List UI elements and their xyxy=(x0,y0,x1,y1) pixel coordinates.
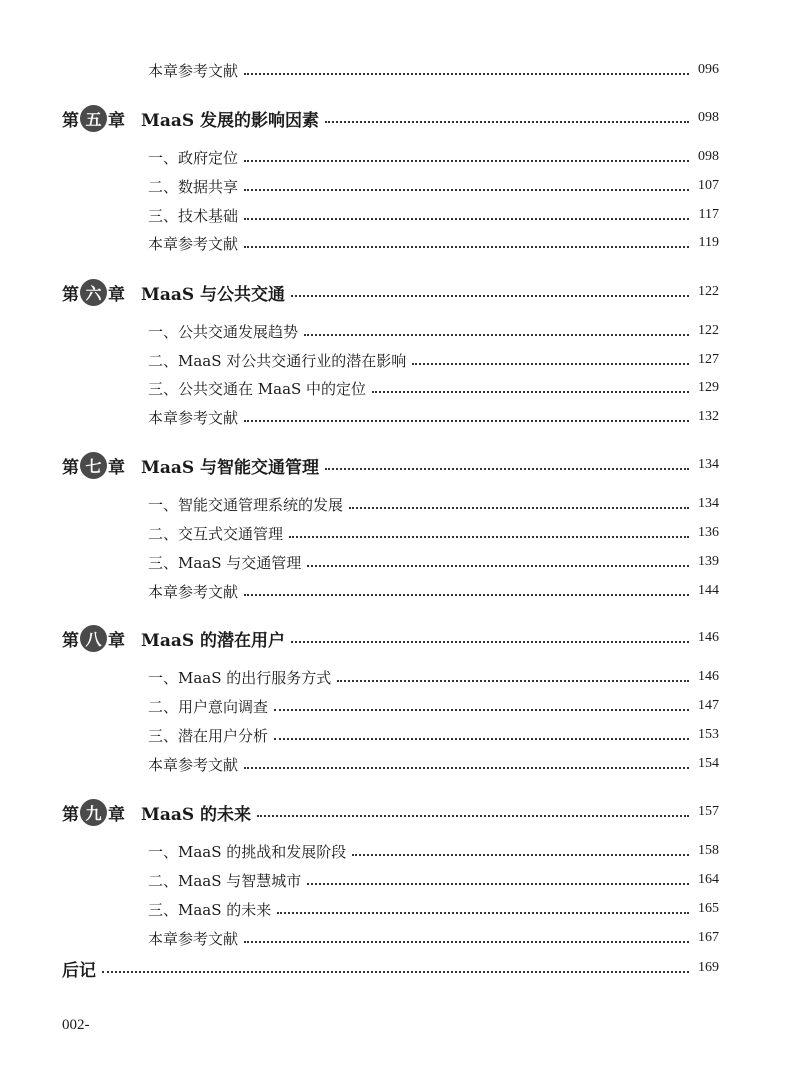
dot-leader xyxy=(325,121,689,123)
chapter-prefix: 第 xyxy=(62,804,79,825)
dot-leader xyxy=(257,815,689,817)
toc-entry-label: 三、技术基础 xyxy=(148,206,239,225)
toc-entry[interactable] xyxy=(148,58,719,82)
chapter-number xyxy=(62,105,125,132)
chapter-suffix: 章 xyxy=(108,804,125,825)
dot-leader xyxy=(244,246,689,248)
chapter-numeral-badge: 五 xyxy=(80,105,107,132)
toc-entry-page: 158 xyxy=(698,843,719,858)
toc-entry[interactable] xyxy=(148,579,719,603)
toc-entry[interactable] xyxy=(148,521,719,545)
chapter-numeral-badge: 六 xyxy=(80,279,107,306)
toc-entry-label: 一、MaaS 的挑战和发展阶段 xyxy=(148,842,347,861)
toc-entry-page: 146 xyxy=(698,669,719,684)
chapter-number xyxy=(62,279,125,306)
dot-leader xyxy=(372,391,689,393)
dot-leader xyxy=(102,971,689,973)
toc-entry-page: 164 xyxy=(698,872,719,887)
toc-entry[interactable] xyxy=(148,492,719,516)
toc-entry-page: 132 xyxy=(698,409,719,424)
toc-entry-label: 本章参考文献 xyxy=(148,61,239,80)
toc-entry-label: 二、数据共享 xyxy=(148,177,239,196)
toc-entry-label: 三、潜在用户分析 xyxy=(148,726,269,745)
toc-entry-page: 144 xyxy=(698,583,719,598)
toc-entry[interactable] xyxy=(148,174,719,198)
chapter-prefix: 第 xyxy=(62,630,79,651)
afterword-entry[interactable] xyxy=(62,956,719,980)
chapter-suffix: 章 xyxy=(108,110,125,131)
toc-entry[interactable] xyxy=(148,694,719,718)
toc-entry-label: 一、政府定位 xyxy=(148,148,239,167)
chapter-title: MaaS 的未来 xyxy=(141,804,252,825)
toc-entry-page: 129 xyxy=(698,380,719,395)
toc-entry[interactable] xyxy=(148,231,719,255)
chapter-heading[interactable] xyxy=(62,277,719,307)
toc-entry[interactable] xyxy=(148,839,719,863)
chapter-suffix: 章 xyxy=(108,630,125,651)
toc-entry-page: 134 xyxy=(698,496,719,511)
dot-leader xyxy=(244,73,689,75)
toc-entry-label: 二、用户意向调查 xyxy=(148,697,269,716)
toc-entry-page: 096 xyxy=(698,62,719,77)
chapter-page: 122 xyxy=(698,284,719,299)
toc-entry-page: 165 xyxy=(698,901,719,916)
dot-leader xyxy=(307,565,689,567)
toc-entry-page: 153 xyxy=(698,727,719,742)
toc-entry-page: 167 xyxy=(698,930,719,945)
chapter-suffix: 章 xyxy=(108,457,125,478)
toc-entry-label: 三、MaaS 的未来 xyxy=(148,900,272,919)
toc-entry-label: 一、MaaS 的出行服务方式 xyxy=(148,668,332,687)
chapter-title: MaaS 与智能交通管理 xyxy=(141,457,320,478)
dot-leader xyxy=(352,854,689,856)
dot-leader xyxy=(244,594,689,596)
toc-entry[interactable] xyxy=(148,405,719,429)
toc-entry-page: 127 xyxy=(698,352,719,367)
toc-entry-label: 二、MaaS 与智慧城市 xyxy=(148,871,302,890)
toc-entry[interactable] xyxy=(148,203,719,227)
toc-entry[interactable] xyxy=(148,145,719,169)
toc-entry[interactable] xyxy=(148,926,719,950)
toc-entry-label: 本章参考文献 xyxy=(148,929,239,948)
chapter-page: 157 xyxy=(698,804,719,819)
toc-entry[interactable] xyxy=(148,665,719,689)
dot-leader xyxy=(244,767,689,769)
dot-leader xyxy=(304,334,689,336)
toc-entry-page: 147 xyxy=(698,698,719,713)
chapter-page: 134 xyxy=(698,457,719,472)
dot-leader xyxy=(244,941,689,943)
chapter-numeral-badge: 八 xyxy=(80,625,107,652)
dot-leader xyxy=(291,295,689,297)
toc-entry-page: 139 xyxy=(698,554,719,569)
toc-entry-label: 三、MaaS 与交通管理 xyxy=(148,553,302,572)
chapter-number xyxy=(62,625,125,652)
toc-entry-page: 117 xyxy=(698,207,719,222)
toc-entry-page: 119 xyxy=(698,235,719,250)
dot-leader xyxy=(291,641,689,643)
dot-leader xyxy=(325,468,689,470)
toc-entry-label: 二、交互式交通管理 xyxy=(148,524,284,543)
toc-entry-page: 136 xyxy=(698,525,719,540)
toc-entry-page: 154 xyxy=(698,756,719,771)
afterword-page: 169 xyxy=(698,960,719,975)
toc-entry[interactable] xyxy=(148,319,719,343)
toc-entry-label: 本章参考文献 xyxy=(148,234,239,253)
chapter-number xyxy=(62,452,125,479)
dot-leader xyxy=(349,507,689,509)
toc-entry[interactable] xyxy=(148,348,719,372)
chapter-numeral-badge: 七 xyxy=(80,452,107,479)
toc-entry-page: 098 xyxy=(698,149,719,164)
chapter-prefix: 第 xyxy=(62,110,79,131)
chapter-prefix: 第 xyxy=(62,457,79,478)
dot-leader xyxy=(289,536,689,538)
dot-leader xyxy=(244,420,689,422)
toc-entry-label: 本章参考文献 xyxy=(148,408,239,427)
dot-leader xyxy=(244,218,689,220)
chapter-title: MaaS 发展的影响因素 xyxy=(141,110,320,131)
toc-entry-page: 122 xyxy=(698,323,719,338)
chapter-title: MaaS 的潜在用户 xyxy=(141,630,286,651)
dot-leader xyxy=(307,883,689,885)
dot-leader xyxy=(244,189,689,191)
toc-entry[interactable] xyxy=(148,723,719,747)
toc-entry-label: 一、公共交通发展趋势 xyxy=(148,322,299,341)
toc-entry-label: 一、智能交通管理系统的发展 xyxy=(148,495,344,514)
afterword-label: 后记 xyxy=(62,960,96,981)
dot-leader xyxy=(244,160,689,162)
toc-entry[interactable] xyxy=(148,897,719,921)
chapter-number xyxy=(62,799,125,826)
dot-leader xyxy=(274,738,689,740)
toc-entry[interactable] xyxy=(148,550,719,574)
footer-page-number: 002- xyxy=(62,1017,90,1033)
toc-entry-label: 二、MaaS 对公共交通行业的潜在影响 xyxy=(148,351,407,370)
chapter-suffix: 章 xyxy=(108,284,125,305)
chapter-heading[interactable] xyxy=(62,797,719,827)
toc-entry[interactable] xyxy=(148,868,719,892)
chapter-numeral-badge: 九 xyxy=(80,799,107,826)
chapter-heading[interactable] xyxy=(62,623,719,653)
chapter-heading[interactable] xyxy=(62,450,719,480)
dot-leader xyxy=(337,680,689,682)
toc-entry-label: 本章参考文献 xyxy=(148,755,239,774)
chapter-page: 146 xyxy=(698,630,719,645)
toc-entry[interactable] xyxy=(148,752,719,776)
toc-entry-page: 107 xyxy=(698,178,719,193)
chapter-title: MaaS 与公共交通 xyxy=(141,284,286,305)
toc-entry-label: 本章参考文献 xyxy=(148,582,239,601)
chapter-heading[interactable] xyxy=(62,103,719,133)
dot-leader xyxy=(274,709,689,711)
toc-entry-label: 三、公共交通在 MaaS 中的定位 xyxy=(148,379,367,398)
dot-leader xyxy=(412,363,689,365)
chapter-prefix: 第 xyxy=(62,284,79,305)
chapter-page: 098 xyxy=(698,110,719,125)
toc-entry[interactable] xyxy=(148,376,719,400)
dot-leader xyxy=(277,912,689,914)
